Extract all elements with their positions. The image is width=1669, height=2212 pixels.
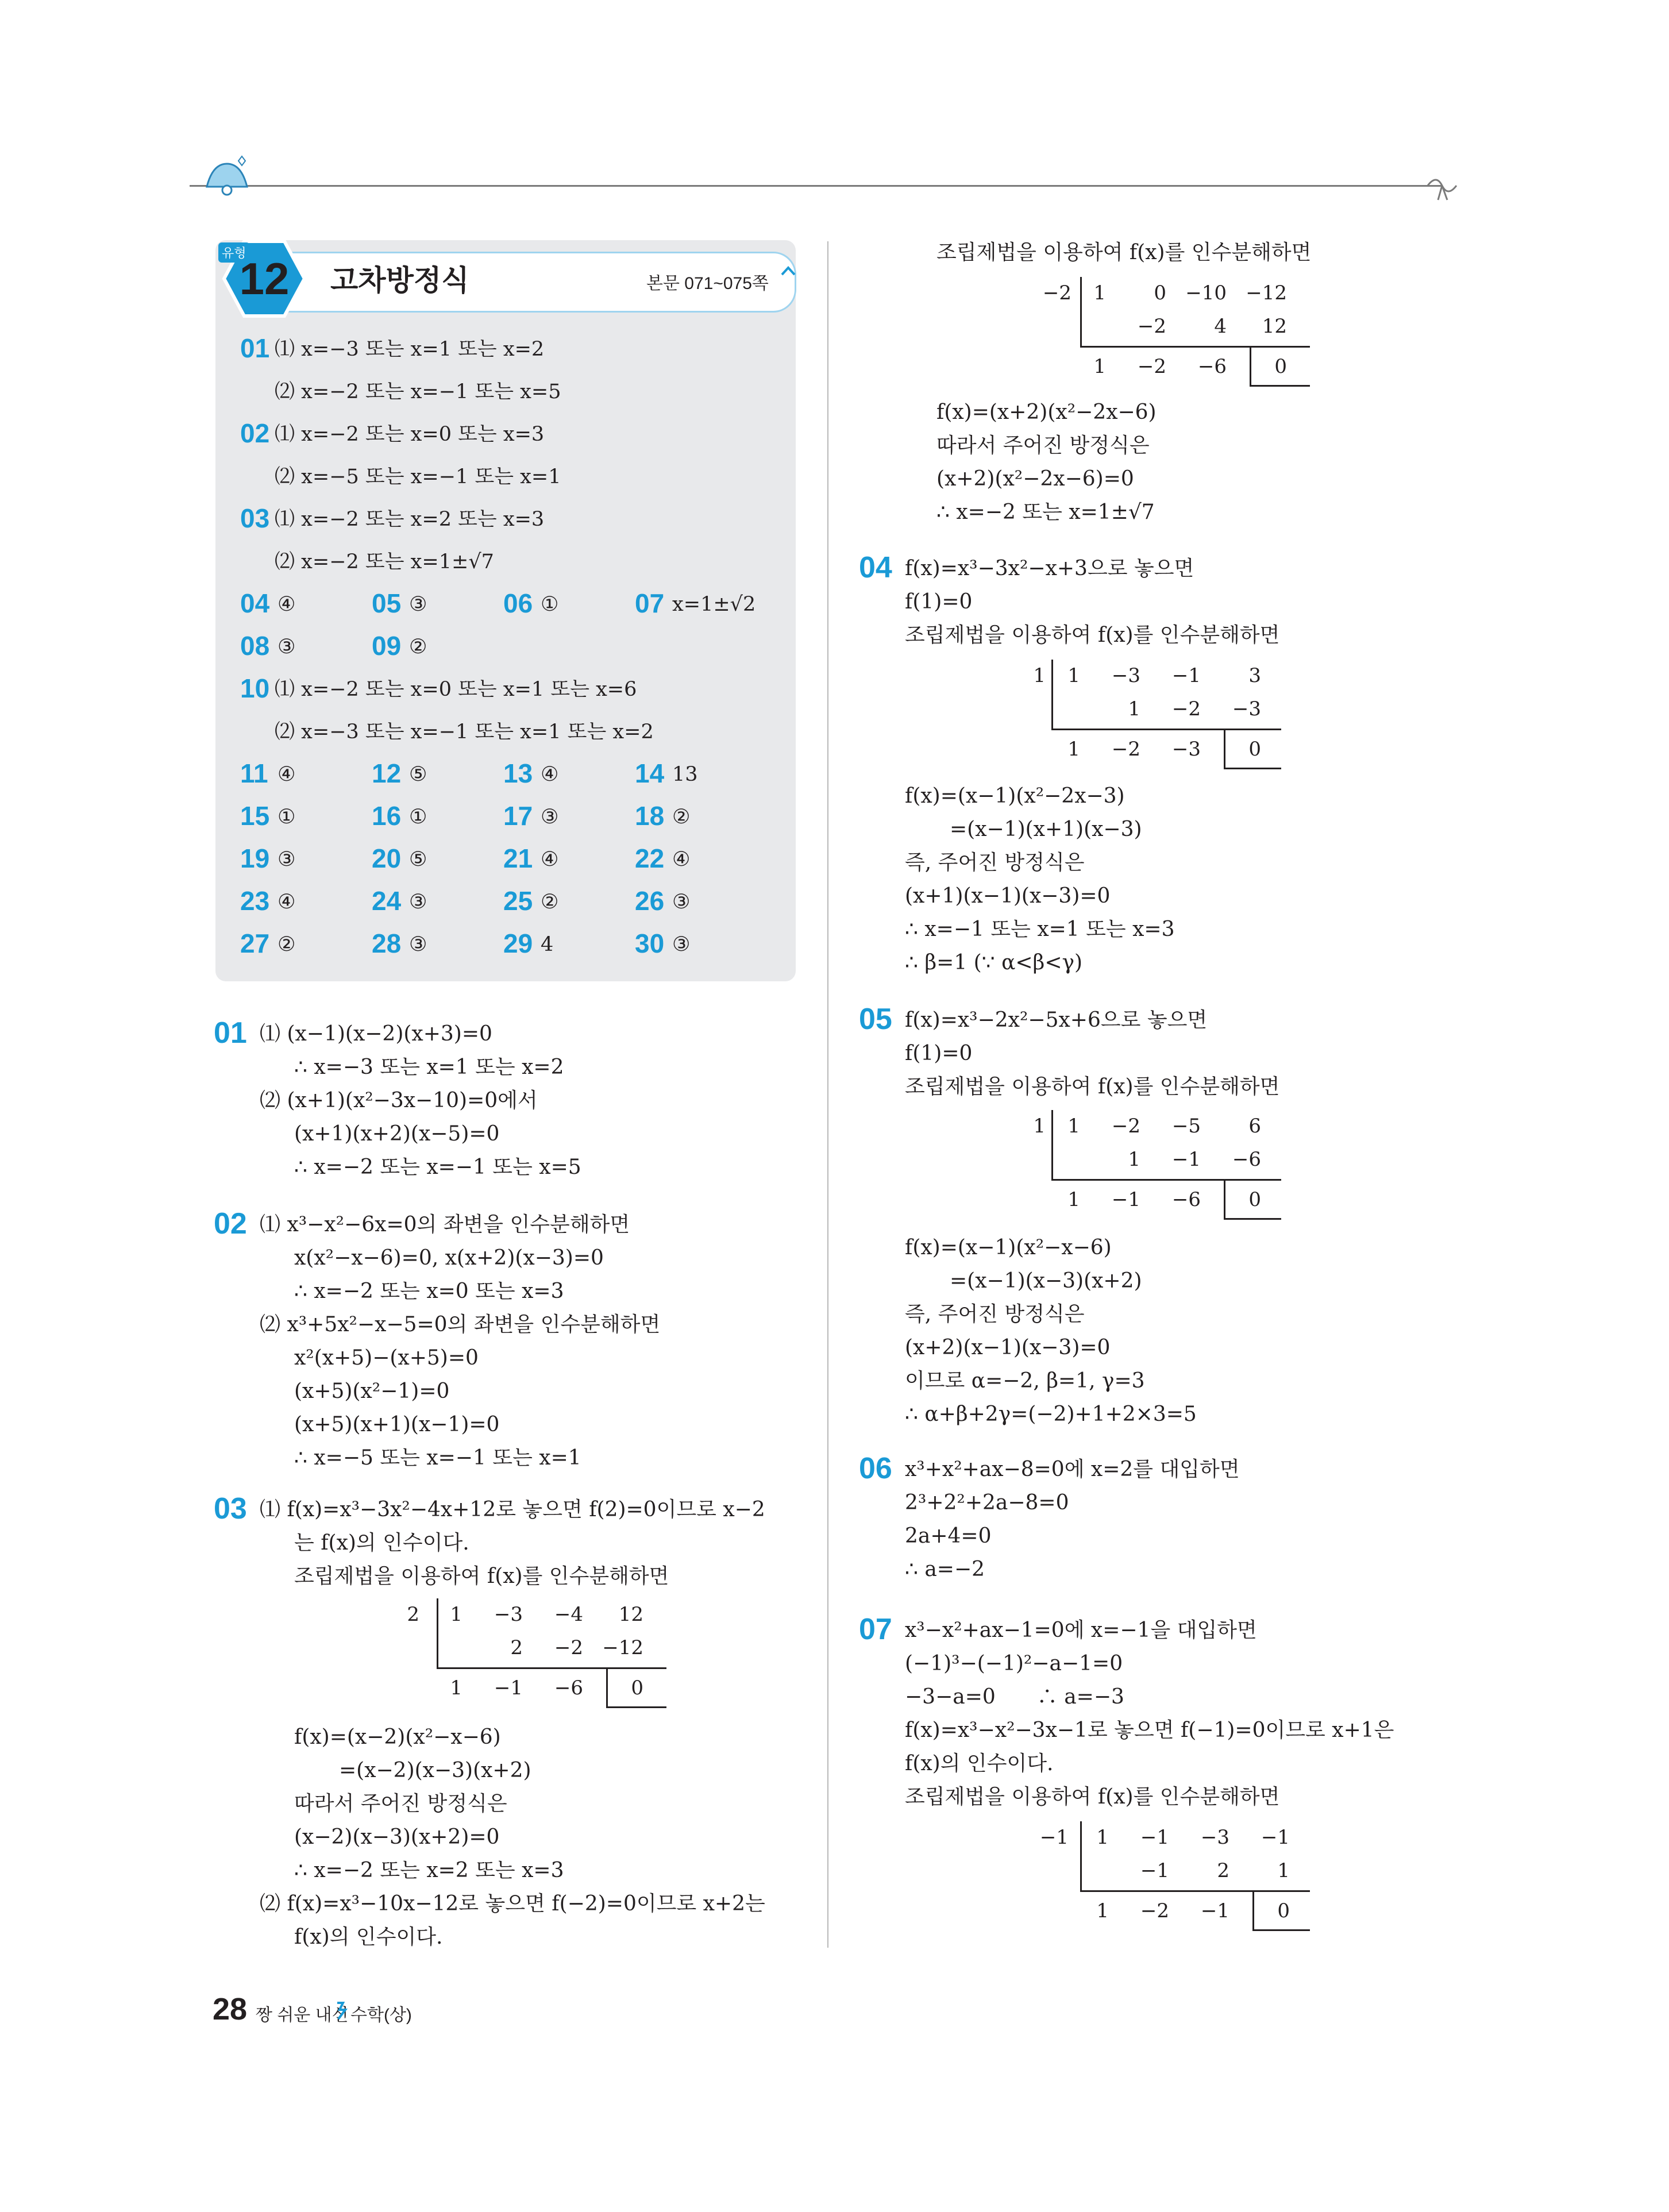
- solution-line: 2a+4=0: [905, 1524, 992, 1548]
- synth-cell: 1: [1096, 1899, 1109, 1922]
- synth-cell: −3: [1200, 1826, 1229, 1849]
- answer-number: 23: [240, 886, 270, 916]
- bell-icon: [195, 152, 259, 198]
- solution-number: 03: [214, 1492, 247, 1525]
- solution-line: f(x)=(x−2)(x²−x−6): [294, 1725, 501, 1749]
- section-number: 12: [239, 253, 290, 304]
- answer-text: ③: [672, 933, 691, 956]
- synth-cell: 0: [1248, 738, 1261, 761]
- answer-text: ①: [409, 806, 427, 828]
- answer-number: 21: [503, 843, 533, 873]
- answer-text: ④: [277, 763, 296, 786]
- synth-cell: −3: [494, 1603, 523, 1626]
- answer-text: ②: [541, 891, 559, 914]
- synth-divider: [1080, 1821, 1082, 1890]
- synth-root: 2: [407, 1603, 419, 1626]
- solution-line: 조립제법을 이용하여 f(x)를 인수분해하면: [905, 1785, 1280, 1809]
- solution-line: ∴ x=−1 또는 x=1 또는 x=3: [905, 918, 1175, 941]
- answer-text: ②: [277, 933, 296, 956]
- solution-line: ⑵ x³+5x²−x−5=0의 좌변을 인수분해하면: [260, 1313, 661, 1336]
- answer-number: 27: [240, 928, 270, 958]
- solution-number: 04: [859, 551, 892, 584]
- column-divider: [827, 241, 828, 1948]
- section-title: 고차방정식: [330, 264, 469, 296]
- synth-remainder-box: [1250, 346, 1309, 386]
- synth-cell: 1: [1067, 664, 1080, 687]
- synth-cell: −2: [554, 1636, 583, 1659]
- answer-text: ③: [277, 635, 296, 658]
- solution-line: (x+2)(x−1)(x−3)=0: [905, 1336, 1111, 1359]
- answer-number: 06: [503, 588, 533, 618]
- answer-number: 29: [503, 928, 533, 958]
- synth-cell: 6: [1248, 1115, 1261, 1138]
- answer-number: 11: [240, 758, 268, 788]
- solution-line: ∴ a=−2: [905, 1558, 985, 1581]
- synth-cell: −1: [1140, 1859, 1169, 1882]
- answer-number: 03: [240, 503, 270, 533]
- synth-remainder-box: [1224, 1179, 1280, 1219]
- solution-line: ∴ x=−2 또는 x=0 또는 x=3: [294, 1280, 564, 1303]
- solution-line: 조립제법을 이용하여 f(x)를 인수분해하면: [294, 1564, 669, 1588]
- synth-remainder-box: [1252, 1890, 1309, 1930]
- answer-text: ①: [541, 593, 559, 616]
- solution-line: −3−a=0 ∴ a=−3: [905, 1685, 1124, 1709]
- synth-root: 1: [1033, 664, 1046, 687]
- answer-text: ⑴ x=−2 또는 x=2 또는 x=3: [275, 508, 545, 531]
- synth-rule: [1224, 1218, 1281, 1220]
- solution-line: ∴ x=−3 또는 x=1 또는 x=2: [294, 1055, 564, 1079]
- answer-number: 10: [240, 673, 270, 703]
- synth-cell: 0: [1274, 355, 1287, 378]
- answer-text: x=1±√2: [672, 593, 756, 616]
- answer-number: 07: [635, 588, 665, 618]
- answer-text: 13: [672, 763, 698, 786]
- answer-number: 25: [503, 886, 533, 916]
- solution-number: 07: [859, 1613, 892, 1646]
- answer-text: ⑴ x=−2 또는 x=0 또는 x=3: [275, 423, 545, 446]
- answer-number: 24: [372, 886, 402, 916]
- answer-text: ⑵ x=−5 또는 x=−1 또는 x=1: [275, 465, 561, 488]
- solution-line: 즉, 주어진 방정식은: [905, 1302, 1085, 1326]
- answer-number: 15: [240, 801, 270, 831]
- synth-cell: −2: [1140, 1899, 1169, 1922]
- answer-text: ④: [277, 593, 296, 616]
- answer-number: 08: [240, 631, 270, 661]
- synth-cell: −2: [1171, 697, 1201, 720]
- solution-line: (x+5)(x²−1)=0: [294, 1379, 450, 1403]
- solution-line: x(x²−x−6)=0, x(x+2)(x−3)=0: [294, 1246, 604, 1270]
- top-rule: [190, 185, 1442, 187]
- synth-root: −2: [1042, 282, 1071, 305]
- synth-cell: −1: [494, 1677, 523, 1700]
- synth-cell: 1: [1093, 282, 1106, 305]
- synthetic-division-04: [1028, 664, 1298, 779]
- answer-text: ③: [409, 933, 427, 956]
- solution-line: 따라서 주어진 방정식은: [294, 1792, 507, 1816]
- solution-line: ⑵ f(x)=x³−10x−12로 놓으면 f(−2)=0이므로 x+2는: [260, 1892, 765, 1916]
- solution-line: f(x)=x³−3x²−x+3으로 놓으면: [905, 557, 1194, 580]
- synth-cell: −2: [1137, 355, 1166, 378]
- answer-number: 01: [240, 333, 270, 363]
- answer-number: 14: [635, 758, 665, 788]
- synthetic-division-07: [1039, 1826, 1344, 1941]
- synth-cell: −3: [1111, 664, 1140, 687]
- synth-cell: −4: [554, 1603, 583, 1626]
- synth-cell: −1: [1171, 1148, 1201, 1171]
- synth-rule: [1250, 385, 1310, 387]
- solution-line: ∴ α+β+2γ=(−2)+1+2×3=5: [905, 1402, 1197, 1426]
- synth-cell: 1: [1128, 1148, 1140, 1171]
- page-number: 28: [213, 1992, 248, 2026]
- answer-text: ③: [409, 891, 427, 914]
- synth-cell: −5: [1171, 1115, 1201, 1138]
- solution-line: ⑴ (x−1)(x−2)(x+3)=0: [260, 1022, 492, 1046]
- solution-line: ∴ x=−2 또는 x=−1 또는 x=5: [294, 1155, 581, 1179]
- solution-line: ∴ x=−2 또는 x=2 또는 x=3: [294, 1859, 564, 1882]
- synth-cell: 3: [1248, 664, 1261, 687]
- answer-number: 26: [635, 886, 665, 916]
- answer-text: ⑵ x=−3 또는 x=−1 또는 x=1 또는 x=2: [275, 720, 654, 743]
- answer-text: ③: [672, 891, 691, 914]
- synth-cell: 2: [510, 1636, 523, 1659]
- synth-root: 1: [1033, 1115, 1046, 1138]
- synth-rule: [1224, 768, 1281, 769]
- answer-text: ③: [541, 806, 559, 828]
- answer-text: ④: [541, 763, 559, 786]
- solution-number: 05: [859, 1003, 892, 1036]
- book-title: 짱 쉬운 내신: [256, 2006, 349, 2025]
- solution-line: f(1)=0: [905, 1042, 973, 1065]
- synth-cell: −6: [554, 1677, 583, 1700]
- answer-number: 28: [372, 928, 402, 958]
- synth-cell: 2: [1217, 1859, 1229, 1882]
- synth-divider: [1051, 1110, 1053, 1179]
- synth-cell: −12: [602, 1636, 643, 1659]
- answer-text: 4: [541, 933, 554, 956]
- ribbon-icon: [1422, 171, 1462, 206]
- synth-rule: [606, 1706, 666, 1708]
- book-logo-icon: [335, 2001, 348, 2020]
- answer-number: 05: [372, 588, 402, 618]
- solution-line: (x−2)(x−3)(x+2)=0: [294, 1825, 500, 1849]
- answer-text: ⑤: [409, 848, 427, 871]
- answer-text: ③: [277, 848, 296, 871]
- synth-cell: 1: [1093, 355, 1106, 378]
- synth-cell: 0: [631, 1677, 643, 1700]
- answer-text: ④: [672, 848, 691, 871]
- solution-line: 조립제법을 이용하여 f(x)를 인수분해하면: [905, 1075, 1280, 1099]
- synthetic-division-03: [402, 1603, 672, 1718]
- synth-cell: −1: [1111, 1188, 1140, 1211]
- synth-divider: [1051, 660, 1053, 729]
- synth-cell: −3: [1171, 738, 1201, 761]
- solution-line: ∴ x=−2 또는 x=1±√7: [936, 500, 1155, 524]
- synth-cell: 1: [450, 1677, 462, 1700]
- answer-text: ②: [672, 806, 691, 828]
- synth-divider: [1080, 277, 1082, 346]
- solution-line: (x+2)(x²−2x−6)=0: [936, 467, 1134, 491]
- synth-cell: −1: [1140, 1826, 1169, 1849]
- solution-line: 따라서 주어진 방정식은: [936, 434, 1150, 457]
- answer-text: ⑴ x=−2 또는 x=0 또는 x=1 또는 x=6: [275, 678, 637, 701]
- answer-number: 20: [372, 843, 402, 873]
- solution-line: ⑵ (x+1)(x²−3x−10)=0에서: [260, 1089, 538, 1112]
- solution-line: ∴ x=−5 또는 x=−1 또는 x=1: [294, 1446, 581, 1470]
- synth-cell: 1: [1277, 1859, 1290, 1882]
- synth-cell: −6: [1197, 355, 1227, 378]
- answer-number: 02: [240, 418, 270, 448]
- synth-cell: −10: [1185, 282, 1227, 305]
- synth-divider: [437, 1598, 438, 1667]
- answer-text: ⑤: [409, 763, 427, 786]
- answer-text: ⑵ x=−2 또는 x=−1 또는 x=5: [275, 380, 561, 403]
- answer-text: ③: [409, 593, 427, 616]
- synth-cell: 1: [1096, 1826, 1109, 1849]
- solution-line: (x+5)(x+1)(x−1)=0: [294, 1413, 500, 1436]
- solution-line: 는 f(x)의 인수이다.: [294, 1531, 469, 1555]
- answer-number: 30: [635, 928, 665, 958]
- answer-text: ④: [277, 891, 296, 914]
- synth-cell: −2: [1137, 315, 1166, 338]
- synth-cell: −12: [1246, 282, 1287, 305]
- solution-line: 즉, 주어진 방정식은: [905, 851, 1085, 874]
- chevron-up-icon: [780, 264, 797, 278]
- synthetic-division-03-2: [1042, 282, 1342, 396]
- synth-cell: 1: [450, 1603, 462, 1626]
- solution-line: x³+x²+ax−8=0에 x=2를 대입하면: [905, 1458, 1240, 1481]
- synth-cell: −3: [1232, 697, 1261, 720]
- synth-cell: 4: [1214, 315, 1227, 338]
- solution-line: ∴ β=1 (∵ α<β<γ): [905, 951, 1083, 974]
- solution-line: 2³+2²+2a−8=0: [905, 1491, 1069, 1515]
- solution-line: =(x−2)(x−3)(x+2): [339, 1759, 531, 1782]
- solution-line: f(x)=x³−2x²−5x+6으로 놓으면: [905, 1008, 1208, 1032]
- answer-text: ⑴ x=−3 또는 x=1 또는 x=2: [275, 338, 545, 361]
- solution-line: (x+1)(x−1)(x−3)=0: [905, 884, 1111, 908]
- synth-cell: −1: [1200, 1899, 1229, 1922]
- synth-cell: 1: [1067, 1188, 1080, 1211]
- synth-cell: 12: [618, 1603, 643, 1626]
- solution-line: f(x)=(x−1)(x²−2x−3): [905, 784, 1125, 808]
- answer-number: 04: [240, 588, 270, 618]
- solution-line: f(x)=(x+2)(x²−2x−6): [936, 400, 1157, 424]
- solution-line: f(x)의 인수이다.: [905, 1752, 1054, 1775]
- synth-cell: 1: [1128, 697, 1140, 720]
- subject-label: 수학(상): [350, 2006, 412, 2025]
- solution-line: f(x)=(x−1)(x²−x−6): [905, 1236, 1112, 1259]
- synth-remainder-box: [606, 1667, 665, 1708]
- solution-line: f(x)=x³−x²−3x−1로 놓으면 f(−1)=0이므로 x+1은: [905, 1718, 1394, 1742]
- answer-text: ⑵ x=−2 또는 x=1±√7: [275, 550, 494, 573]
- solution-line: x²(x+5)−(x+5)=0: [294, 1346, 479, 1370]
- solution-number: 01: [214, 1016, 247, 1050]
- synth-cell: 0: [1248, 1188, 1261, 1211]
- synth-cell: −2: [1111, 738, 1140, 761]
- page-reference: 본문 071~075쪽: [646, 274, 769, 293]
- solution-number: 06: [859, 1452, 892, 1485]
- synth-cell: 1: [1067, 738, 1080, 761]
- answer-number: 16: [372, 801, 402, 831]
- solution-line: f(x)의 인수이다.: [294, 1925, 443, 1949]
- answer-number: 18: [635, 801, 665, 831]
- synth-remainder-box: [1224, 729, 1280, 769]
- solution-line: =(x−1)(x+1)(x−3): [950, 818, 1142, 841]
- solution-line: x³−x²+ax−1=0에 x=−1을 대입하면: [905, 1618, 1257, 1642]
- solution-line: =(x−1)(x−3)(x+2): [950, 1269, 1142, 1293]
- synth-cell: 0: [1277, 1899, 1290, 1922]
- synth-cell: −1: [1171, 664, 1201, 687]
- solution-number: 02: [214, 1207, 247, 1240]
- solution-line: (−1)³−(−1)²−a−1=0: [905, 1652, 1123, 1675]
- synth-cell: −2: [1111, 1115, 1140, 1138]
- solution-line: 조립제법을 이용하여 f(x)를 인수분해하면: [905, 623, 1280, 647]
- solution-line: 조립제법을 이용하여 f(x)를 인수분해하면: [936, 241, 1312, 264]
- section-tag: 유형: [218, 242, 250, 263]
- solution-line: ⑴ f(x)=x³−3x²−4x+12로 놓으면 f(2)=0이므로 x−2: [260, 1498, 765, 1521]
- synth-cell: 1: [1067, 1115, 1080, 1138]
- synth-cell: 12: [1262, 315, 1287, 338]
- synth-cell: −6: [1232, 1148, 1261, 1171]
- answer-text: ①: [277, 806, 296, 828]
- answer-text: ②: [409, 635, 427, 658]
- answer-number: 13: [503, 758, 533, 788]
- solution-line: f(1)=0: [905, 590, 973, 614]
- synth-rule: [1252, 1929, 1310, 1931]
- synth-cell: 0: [1154, 282, 1166, 305]
- solution-line: ⑴ x³−x²−6x=0의 좌변을 인수분해하면: [260, 1213, 630, 1236]
- synth-cell: −1: [1261, 1826, 1290, 1849]
- answer-text: ④: [541, 848, 559, 871]
- solution-line: (x+1)(x+2)(x−5)=0: [294, 1122, 500, 1146]
- synth-cell: −6: [1171, 1188, 1201, 1211]
- solution-line: 이므로 α=−2, β=1, γ=3: [905, 1369, 1145, 1393]
- synth-root: −1: [1039, 1826, 1069, 1849]
- answer-number: 17: [503, 801, 533, 831]
- answer-number: 09: [372, 631, 402, 661]
- answer-number: 22: [635, 843, 665, 873]
- answer-number: 12: [372, 758, 402, 788]
- synthetic-division-05: [1028, 1115, 1298, 1230]
- answer-number: 19: [240, 843, 270, 873]
